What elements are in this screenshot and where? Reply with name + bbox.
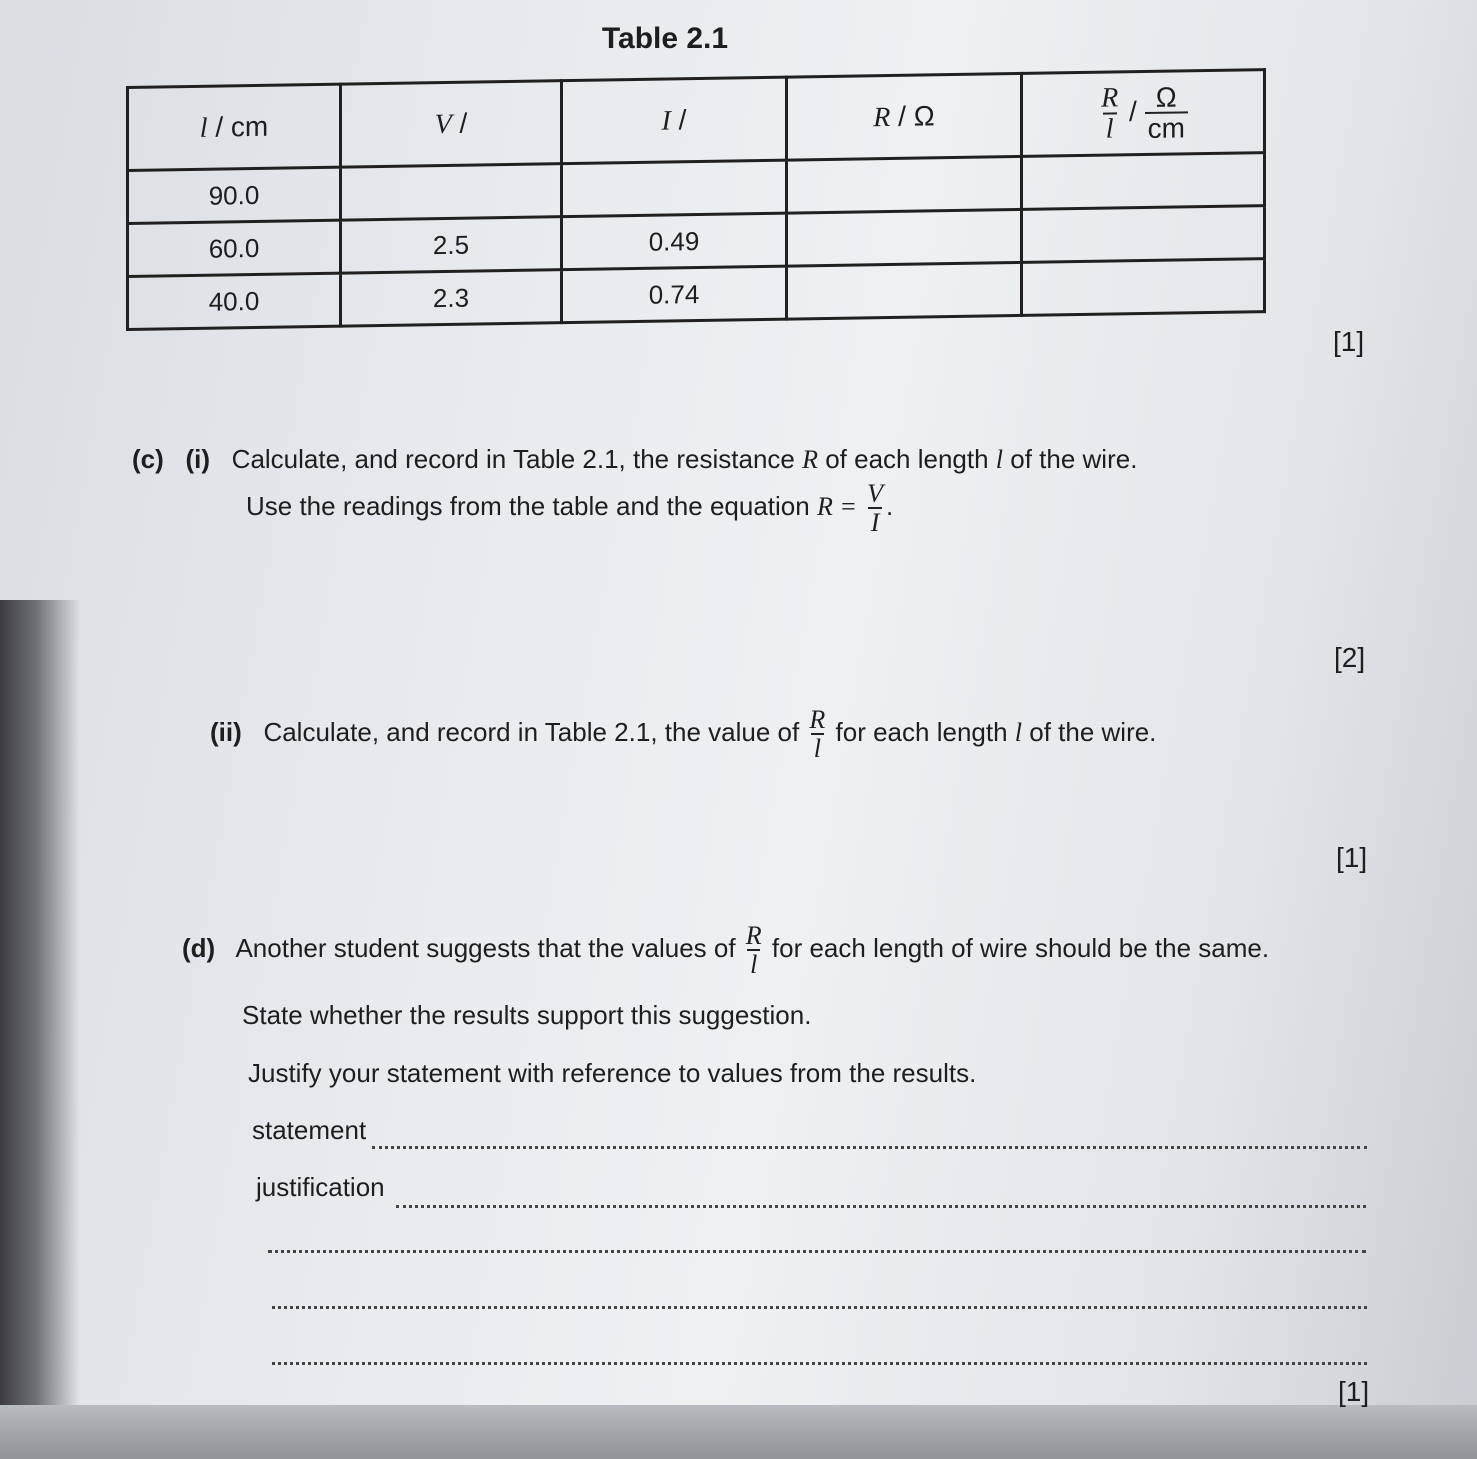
- statement-label: statement: [252, 1115, 367, 1145]
- cell-length: 60.0: [128, 220, 341, 276]
- label-c-i: (i): [185, 444, 210, 474]
- cell-ratio[interactable]: [1022, 206, 1265, 263]
- question-d-line3: Justify your statement with reference to values from the results.: [248, 1058, 977, 1088]
- justification-answer-line[interactable]: [396, 1205, 1366, 1208]
- cell-current: 0.49: [562, 213, 787, 270]
- c-i-mark: [2]: [1334, 642, 1366, 673]
- cell-resistance[interactable]: [787, 262, 1022, 319]
- cell-current[interactable]: [562, 160, 787, 217]
- table-mark: [1]: [1333, 326, 1365, 357]
- cell-length: 40.0: [128, 273, 341, 329]
- table-title: Table 2.1: [601, 22, 729, 55]
- photo-bottom-edge: [0, 1405, 1477, 1459]
- cell-voltage: 2.5: [341, 217, 562, 273]
- cell-length: 90.0: [128, 167, 341, 223]
- cell-ratio[interactable]: [1022, 259, 1265, 316]
- photo-edge-shadow: [0, 600, 80, 1420]
- justification-answer-line[interactable]: [272, 1362, 1367, 1365]
- question-c-i-line2: Use the readings from the table and the equation R = $\frac{V}{I}$ .: [246, 479, 894, 538]
- question-d-line2: State whether the results support this suggestion.: [242, 1000, 812, 1030]
- header-length: l / cm: [128, 84, 341, 170]
- question-c-i-line1: (c) (i) Calculate, and record in Table 2.1, the resistance R of each length l of the wire.: [132, 444, 1138, 474]
- cell-resistance[interactable]: [787, 209, 1022, 266]
- cell-ratio[interactable]: [1022, 153, 1265, 210]
- header-resistance: R / Ω: [787, 73, 1022, 160]
- cell-current: 0.74: [562, 266, 787, 323]
- cell-voltage[interactable]: [341, 164, 562, 220]
- justification-answer-line[interactable]: [268, 1250, 1366, 1253]
- data-table: [126, 68, 1266, 331]
- cell-voltage: 2.3: [341, 270, 562, 326]
- question-d-line1: (d) Another student suggests that the values of $\frac{R}{l}$ for each length of wire should be the same.: [182, 921, 1270, 980]
- header-ratio: $\frac{R}{l}$ / $\frac{\Omega}{cm}$: [1022, 70, 1265, 157]
- statement-answer-line[interactable]: [372, 1146, 1367, 1149]
- header-current: I /: [562, 77, 787, 164]
- label-d: (d): [182, 933, 216, 964]
- justification-label: justification: [256, 1172, 385, 1202]
- label-c-ii: (ii): [210, 717, 242, 748]
- label-c: (c): [132, 444, 164, 474]
- question-c-ii: (ii) Calculate, and record in Table 2.1, the value of $\frac{R}{l}$ for each length l of the wire.: [210, 705, 1157, 764]
- justification-answer-line[interactable]: [272, 1306, 1367, 1309]
- d-mark: [1]: [1338, 1376, 1370, 1407]
- header-voltage: V /: [341, 81, 562, 167]
- cell-resistance[interactable]: [787, 156, 1022, 213]
- c-ii-mark: [1]: [1336, 842, 1368, 873]
